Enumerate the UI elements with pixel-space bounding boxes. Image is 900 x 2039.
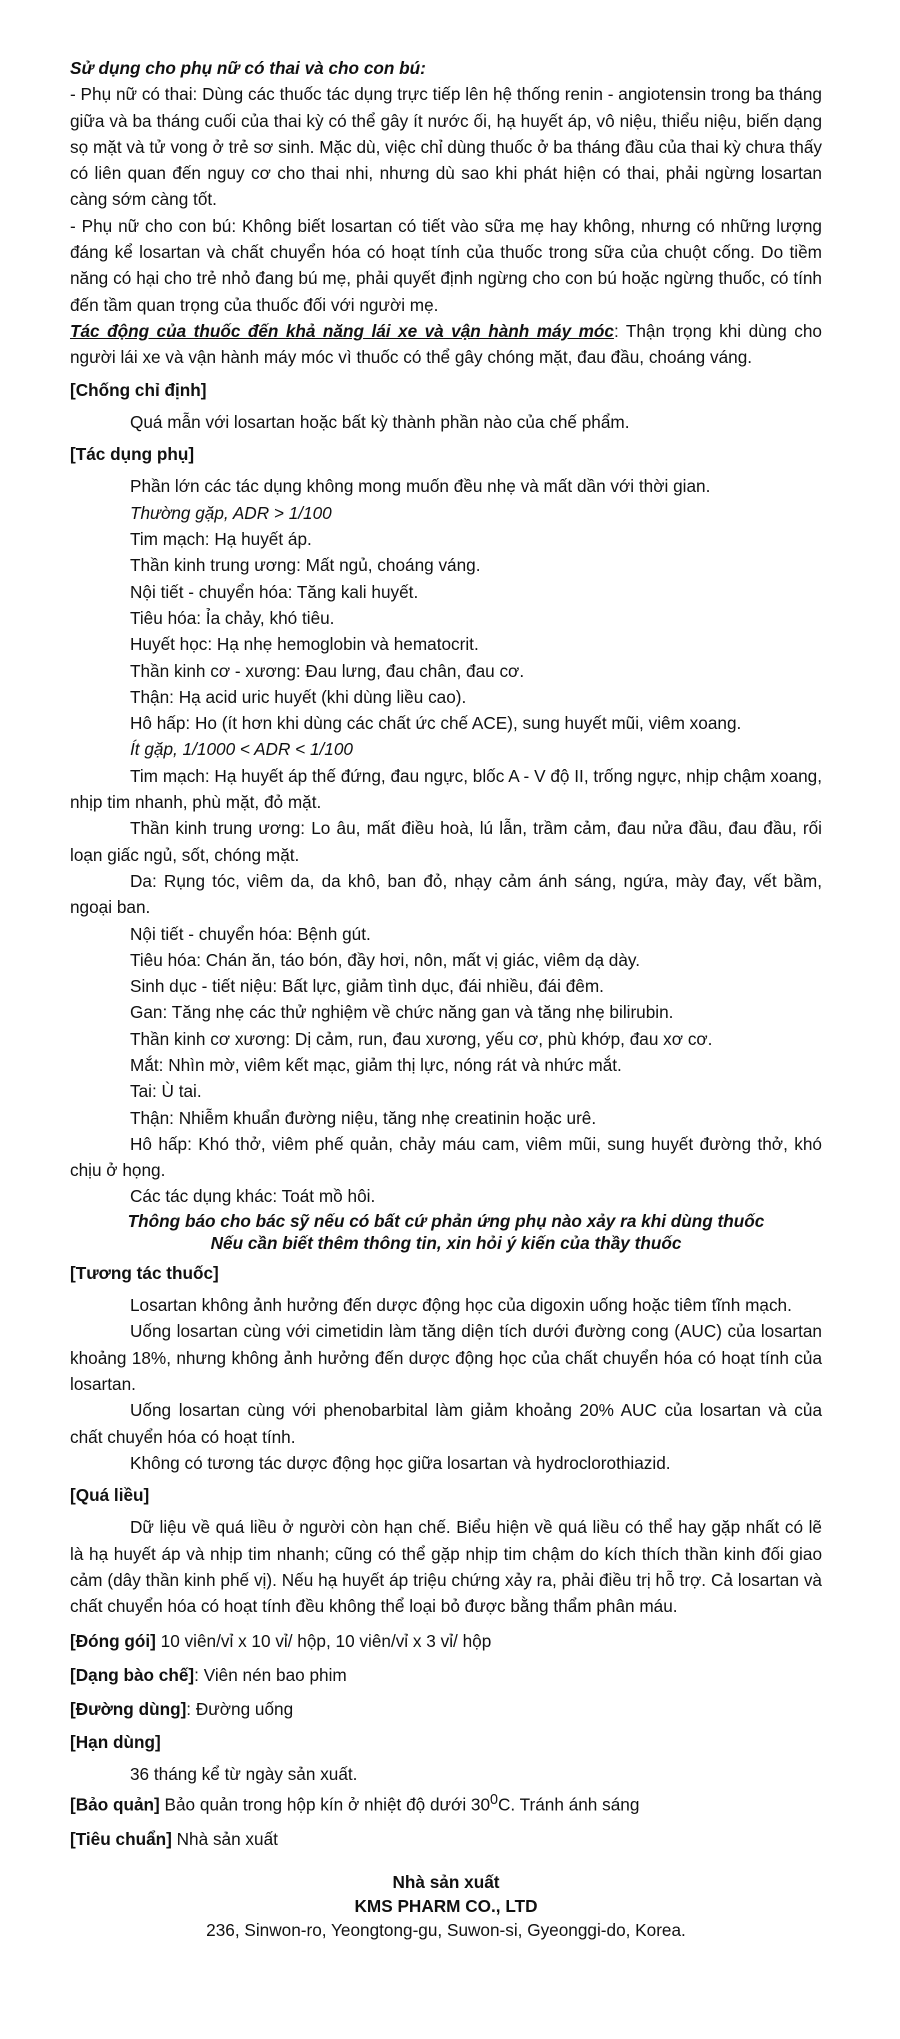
common-item: Thần kinh trung ương: Mất ngủ, choáng váng.	[130, 555, 481, 576]
uncommon-item: Tai: Ù tai.	[130, 1081, 202, 1102]
packaging-label: [Đóng gói]	[70, 1630, 156, 1651]
storage-value-end: C. Tránh ánh sáng	[498, 1794, 640, 1815]
leaflet-page	[70, 55, 822, 1942]
notice-line-1: Thông báo cho bác sỹ nếu có bất cứ phản ứng phụ nào xảy ra khi dùng thuốc	[127, 1210, 765, 1231]
uncommon-item: Tiêu hóa: Chán ăn, táo bón, đầy hơi, nôn, mất vị giác, viêm dạ dày.	[130, 949, 641, 970]
side-effects-intro: Phần lớn các tác dụng không mong muốn đều nhẹ và mất dần với thời gian.	[130, 476, 711, 497]
storage-value: Bảo quản trong hộp kín ở nhiệt độ dưới 30	[159, 1794, 491, 1815]
manufacturer-block	[70, 1870, 822, 1942]
uncommon-item: Hô hấp: Khó thở, viêm phế quản, chảy máu cam, viêm mũi, sung huyết đường thở, khó chịu ở họng.	[70, 1133, 822, 1181]
pregnancy-paragraph: - Phụ nữ có thai: Dùng các thuốc tác dụng trực tiếp lên hệ thống renin - angiotensin trong ba tháng giữa và ba tháng cuối của thai kỳ có thể gây ít nước ối, hạ huyết áp, vô niệu, thiểu niệu, biến dạng sọ mặt và tử vong ở trẻ sơ sinh. Mặc dù, việc chỉ dùng thuốc ở ba tháng đầu của thai kỳ chưa thấy có liên quan đến nguy cơ cho thai nhi, nhưng dù sao khi phát hiện có thai, phải ngừng losartan càng sớm càng tốt.	[70, 84, 822, 210]
other-effects: Các tác dụng khác: Toát mồ hôi.	[130, 1186, 376, 1207]
standard-line	[70, 1826, 822, 1852]
common-item: Thần kinh cơ - xương: Đau lưng, đau chân, đau cơ.	[130, 660, 525, 681]
uncommon-item: Mắt: Nhìn mờ, viêm kết mạc, giảm thị lực, nóng rát và nhức mắt.	[130, 1054, 622, 1075]
expiry-value: 36 tháng kể từ ngày sản xuất.	[130, 1763, 358, 1784]
storage-line	[70, 1787, 822, 1818]
uncommon-item: Thần kinh cơ xương: Dị cảm, run, đau xương, yếu cơ, phù khớp, đau xơ cơ.	[130, 1028, 713, 1049]
expiry-label: [Hạn dùng]	[70, 1731, 161, 1752]
packaging-value: 10 viên/vỉ x 10 vỉ/ hộp, 10 viên/vỉ x 3 vỉ/ hộp	[155, 1630, 492, 1651]
common-item: Thận: Hạ acid uric huyết (khi dùng liều cao).	[130, 686, 467, 707]
route-line	[70, 1696, 822, 1722]
common-item: Huyết học: Hạ nhẹ hemoglobin và hematocrit.	[130, 634, 479, 655]
overdose-heading: [Quá liều]	[70, 1485, 150, 1506]
common-item: Nội tiết - chuyển hóa: Tăng kali huyết.	[130, 581, 419, 602]
contraindications-heading: [Chống chỉ định]	[70, 379, 207, 400]
dosage-form-line	[70, 1662, 822, 1688]
manufacturer-address: 236, Sinwon-ro, Yeongtong-gu, Suwon-si, Gyeonggi-do, Korea.	[206, 1920, 686, 1941]
storage-label: [Bảo quản]	[70, 1794, 160, 1815]
uncommon-item: Thần kinh trung ương: Lo âu, mất điều hoà, lú lẫn, trầm cảm, đau nửa đầu, đau đầu, rối loạn giấc ngủ, sốt, chóng mặt.	[70, 818, 822, 865]
driving-text: : Thận trọng khi dùng cho người lái xe và vận hành máy móc vì thuốc có thể gây chóng mặt, đau đầu, choáng váng.	[70, 320, 822, 368]
driving-paragraph	[70, 318, 822, 371]
contraindications-text: Quá mẫn với losartan hoặc bất kỳ thành phần nào của chế phẩm.	[130, 411, 630, 432]
uncommon-item: Tim mạch: Hạ huyết áp thế đứng, đau ngực, blốc A - V độ II, trống ngực, nhịp chậm xoang, nhịp tim nhanh, phù mặt, đỏ mặt.	[70, 765, 822, 813]
side-effects-heading: [Tác dụng phụ]	[70, 444, 195, 465]
overdose-text: Dữ liệu về quá liều ở người còn hạn chế. Biểu hiện về quá liều có thể hay gặp nhất có lẽ là hạ huyết áp và nhịp tim nhanh; cũng có thể gặp nhịp tim chậm do kích thích thần kinh đối giao cảm (dây thần kinh phế vị). Nếu hạ huyết áp triệu chứng xảy ra, phải điều trị hỗ trợ. Cả losartan và chất chuyển hóa có hoạt tính đều không thể loại bỏ được bằng thẩm phân máu.	[70, 1517, 822, 1617]
standard-label: [Tiêu chuẩn]	[70, 1829, 172, 1850]
uncommon-item: Thận: Nhiễm khuẩn đường niệu, tăng nhẹ creatinin hoặc urê.	[130, 1107, 597, 1128]
common-item: Hô hấp: Ho (ít hơn khi dùng các chất ức chế ACE), sung huyết mũi, viêm xoang.	[130, 713, 742, 734]
route-value: : Đường uống	[186, 1699, 294, 1720]
uncommon-item: Nội tiết - chuyển hóa: Bệnh gút.	[130, 923, 371, 944]
notice-line-2: Nếu cần biết thêm thông tin, xin hỏi ý kiến của thầy thuốc	[210, 1232, 682, 1253]
packaging-line	[70, 1628, 822, 1654]
standard-value: Nhà sản xuất	[171, 1829, 278, 1850]
uncommon-item: Sinh dục - tiết niệu: Bất lực, giảm tình dục, đái nhiều, đái đêm.	[130, 976, 604, 997]
interactions-paragraph: Uống losartan cùng với cimetidin làm tăng diện tích dưới đường cong (AUC) của losartan khoảng 18%, nhưng không ảnh hưởng đến dược động học của chất chuyển hóa có hoạt tính của losartan.	[70, 1321, 822, 1394]
interactions-heading: [Tương tác thuốc]	[70, 1262, 219, 1283]
dosage-form-label: [Dạng bào chế]	[70, 1664, 195, 1685]
interactions-paragraph: Không có tương tác dược động học giữa losartan và hydroclorothiazid.	[130, 1452, 671, 1473]
route-label: [Đường dùng]	[70, 1699, 187, 1720]
breastfeeding-paragraph: - Phụ nữ cho con bú: Không biết losartan có tiết vào sữa mẹ hay không, nhưng có những lượng đáng kể losartan và chất chuyển hóa có hoạt tính của thuốc trong sữa của chuột cống. Do tiềm năng có hại cho trẻ nhỏ đang bú mẹ, phải quyết định ngừng cho con bú hoặc ngừng thuốc, có tính đến tầm quan trọng của thuốc đối với người mẹ.	[70, 215, 822, 315]
driving-heading: Tác động của thuốc đến khả năng lái xe và vận hành máy móc	[70, 320, 614, 341]
common-item: Tiêu hóa: Ỉa chảy, khó tiêu.	[130, 607, 335, 628]
uncommon-label: Ít gặp, 1/1000 < ADR < 1/100	[130, 739, 353, 760]
uncommon-item: Da: Rụng tóc, viêm da, da khô, ban đỏ, nhạy cảm ánh sáng, ngứa, mày đay, vết bầm, ngoại ban.	[70, 870, 822, 918]
common-item: Tim mạch: Hạ huyết áp.	[130, 529, 312, 550]
degree-superscript: 0	[490, 1792, 498, 1809]
manufacturer-name: KMS PHARM CO., LTD	[354, 1896, 538, 1917]
common-label: Thường gặp, ADR > 1/100	[130, 502, 332, 523]
interactions-paragraph: Losartan không ảnh hưởng đến dược động học của digoxin uống hoặc tiêm tĩnh mạch.	[130, 1295, 792, 1316]
interactions-paragraph: Uống losartan cùng với phenobarbital làm giảm khoảng 20% AUC của losartan và của chất chuyển hóa có hoạt tính.	[70, 1400, 822, 1447]
uncommon-item: Gan: Tăng nhẹ các thử nghiệm về chức năng gan và tăng nhẹ bilirubin.	[130, 1002, 674, 1023]
pregnancy-heading: Sử dụng cho phụ nữ có thai và cho con bú:	[70, 58, 426, 78]
dosage-form-value: : Viên nén bao phim	[194, 1664, 347, 1685]
manufacturer-label: Nhà sản xuất	[392, 1872, 500, 1893]
